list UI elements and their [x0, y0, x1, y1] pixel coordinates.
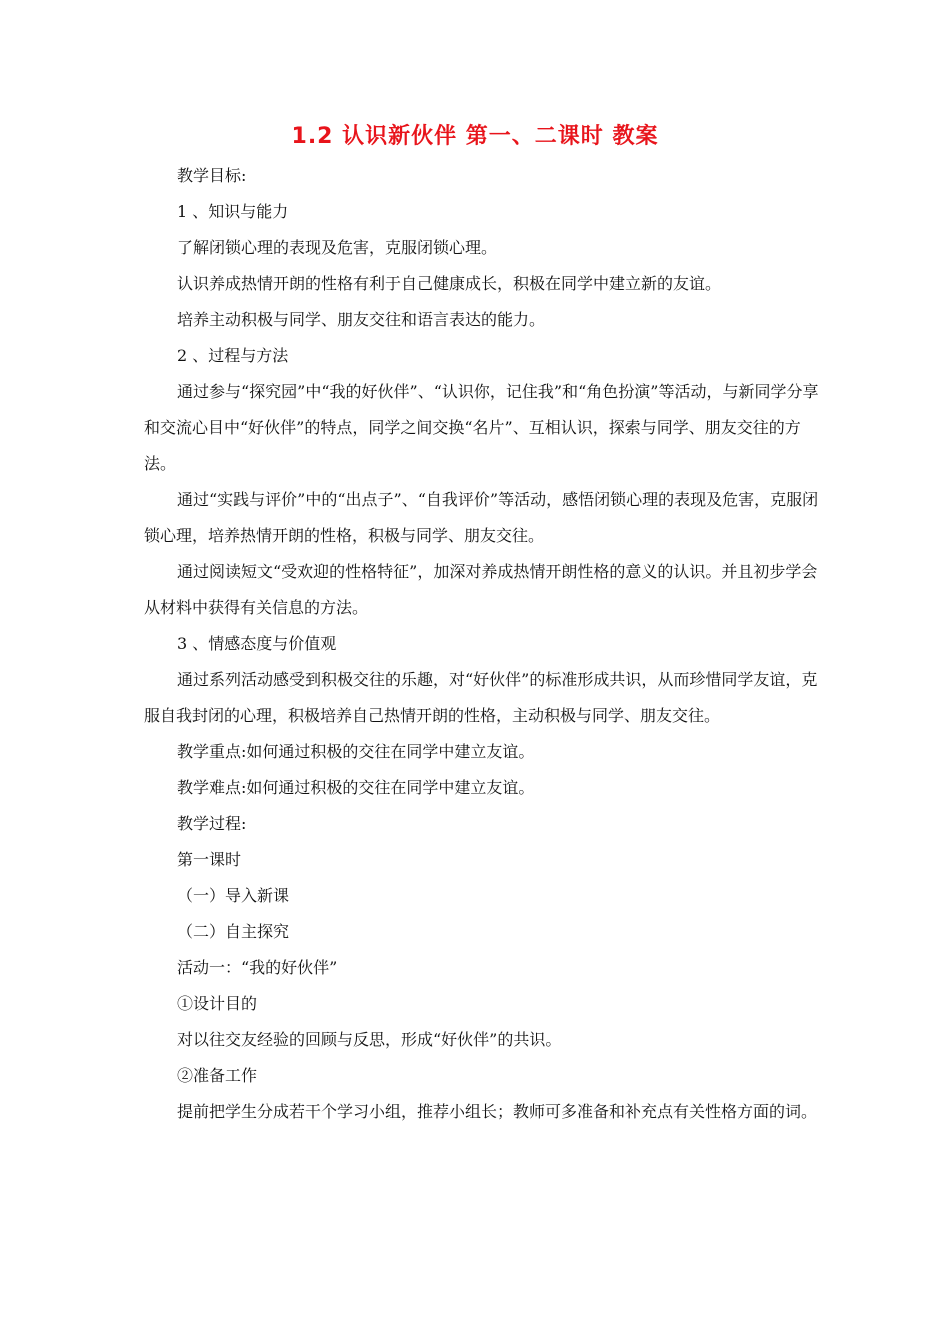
paragraph: 教学重点:如何通过积极的交往在同学中建立友谊。 [177, 742, 535, 761]
paragraph: 提前把学生分成若干个学习小组，推荐小组长；教师可多准备和补充点有关性格方面的词。 [177, 1102, 818, 1121]
paragraph: 通过“实践与评价”中的“出点子”、“自我评价”等活动，感悟闭锁心理的表现及危害，克服闭锁心理，培养热情开朗的性格，积极与同学、朋友交往。 [144, 490, 819, 545]
list-item: ②准备工作 [177, 1066, 258, 1085]
paragraph: 通过参与“探究园”中“我的好伙伴”、“认识你，记住我”和“角色扮演”等活动，与新同学分享和交流心目中“好伙伴”的特点，同学之间交换“名片”、互相认识，探索与同学、朋友交往的方法。 [144, 382, 819, 473]
subsection-heading: 1 、知识与能力 [177, 202, 289, 221]
paragraph: 教学难点:如何通过积极的交往在同学中建立友谊。 [177, 778, 535, 797]
step-heading: （二）自主探究 [177, 922, 290, 941]
lesson-heading: 第一课时 [177, 850, 242, 869]
step-heading: （一）导入新课 [177, 886, 290, 905]
subsection-heading: 2 、过程与方法 [177, 346, 289, 365]
list-item: ①设计目的 [177, 994, 258, 1013]
paragraph: 对以往交友经验的回顾与反思，形成“好伙伴”的共识。 [177, 1030, 562, 1049]
document-body [144, 158, 824, 1130]
paragraph: 培养主动积极与同学、朋友交往和语言表达的能力。 [177, 310, 546, 329]
subsection-heading: 3 、情感态度与价值观 [177, 634, 337, 653]
section-heading-objectives: 教学目标: [177, 166, 247, 185]
section-heading-process: 教学过程: [177, 814, 247, 833]
paragraph: 认识养成热情开朗的性格有利于自己健康成长，积极在同学中建立新的友谊。 [177, 274, 722, 293]
paragraph: 通过阅读短文“受欢迎的性格特征”，加深对养成热情开朗性格的意义的认识。并且初步学会从材料中获得有关信息的方法。 [144, 562, 818, 617]
activity-heading: 活动一：“我的好伙伴” [177, 958, 338, 977]
document-title: 1.2 认识新伙伴 第一、二课时 教案 [291, 124, 659, 149]
paragraph: 了解闭锁心理的表现及危害，克服闭锁心理。 [177, 238, 498, 257]
paragraph: 通过系列活动感受到积极交往的乐趣，对“好伙伴”的标准形成共识，从而珍惜同学友谊，克服自我封闭的心理，积极培养自己热情开朗的性格，主动积极与同学、朋友交往。 [144, 670, 818, 725]
